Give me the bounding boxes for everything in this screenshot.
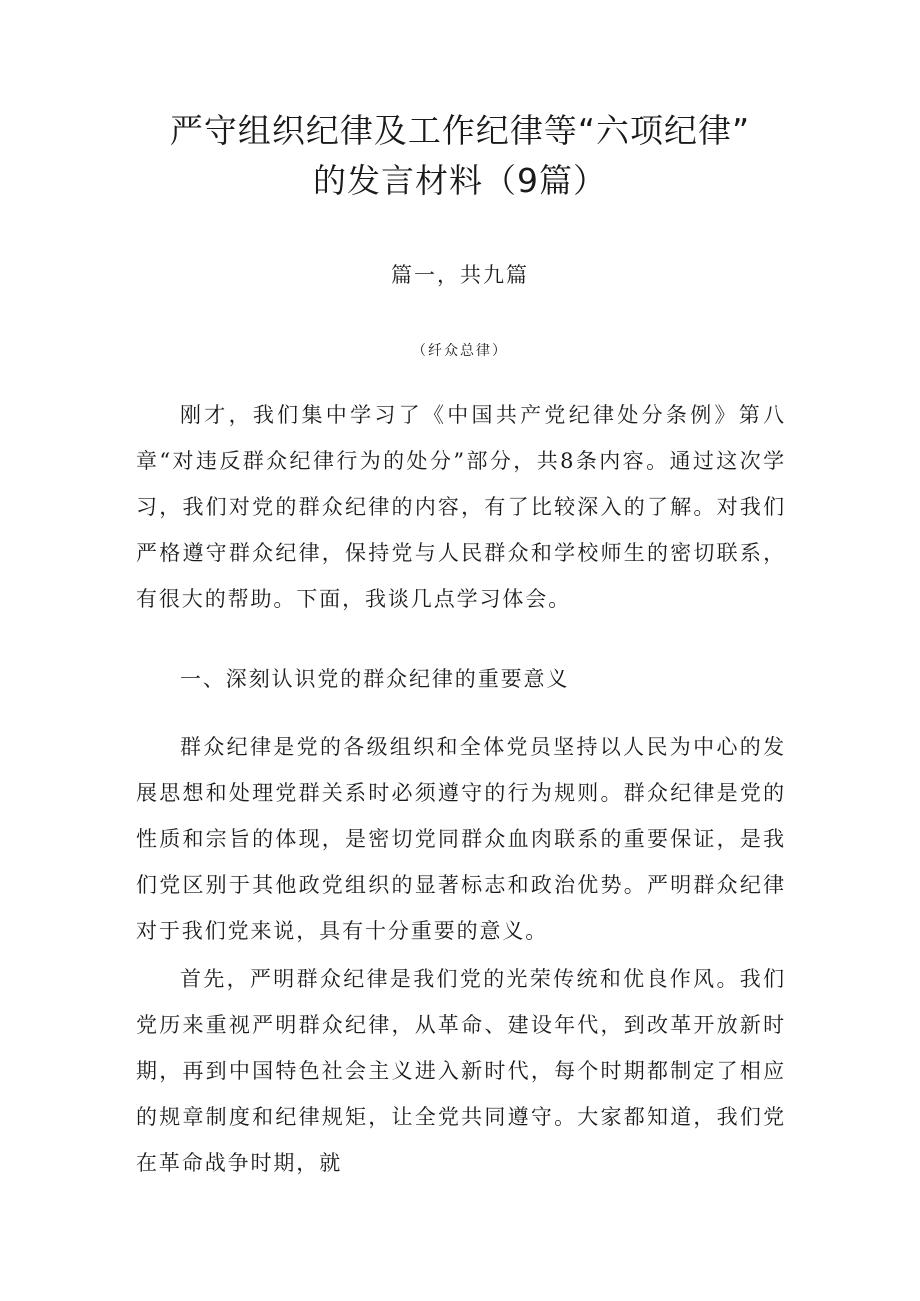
title-line-2: 的发言材料（9篇） xyxy=(313,161,607,200)
intro-paragraph: 刚才，我们集中学习了《中国共产党纪律处分条例》第八章“对违反群众纪律行为的处分”部分，共8条内容。通过这次学习，我们对党的群众纪律的内容，有了比较深入的了解。对我们严格遵守群众纪律，保持党与人民群众和学校师生的密切联系，有很大的帮助。下面，我谈几点学习体会。 xyxy=(136,403,786,611)
section-heading: 一、深刻认识党的群众纪律的重要意义 xyxy=(180,667,570,691)
subtitle-note: （纤众总律） xyxy=(412,343,508,359)
body-paragraph: 首先，严明群众纪律是我们党的光荣传统和优良作风。我们党历来重视严明群众纪律，从革命、建设年代，到改革开放新时期，再到中国特色社会主义进入新时代，每个时期都制定了相应的规章制度和纪律规矩，让全党共同遵守。大家都知道，我们党在革命战争时期，就 xyxy=(136,967,786,1175)
title-line-1: 严守组织纪律及工作纪律等“六项纪律” xyxy=(169,111,751,150)
document-subtitle: 篇一，共九篇 xyxy=(391,263,529,287)
document-title xyxy=(120,106,800,206)
body-paragraph: 群众纪律是党的各级组织和全体党员坚持以人民为中心的发展思想和处理党群关系时必须遵守的行为规则。群众纪律是党的性质和宗旨的体现，是密切党同群众血肉联系的重要保证，是我们党区别于其他政党组织的显著标志和政治优势。严明群众纪律对于我们党来说，具有十分重要的意义。 xyxy=(136,735,786,943)
